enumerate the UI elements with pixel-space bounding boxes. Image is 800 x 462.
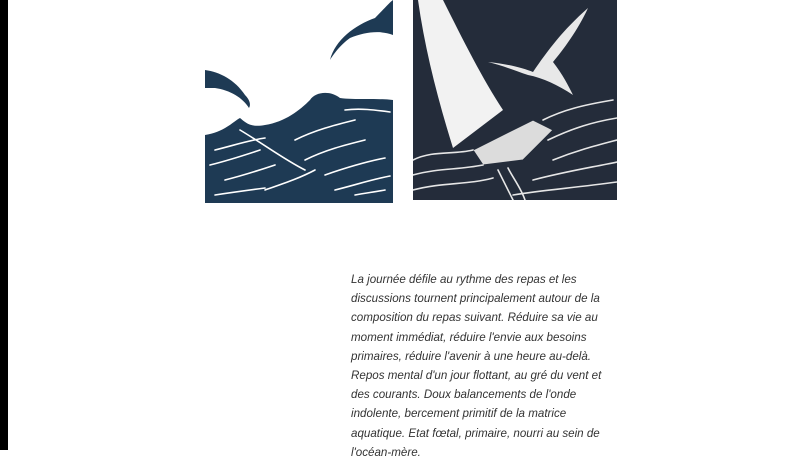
left-edge-bar (0, 0, 8, 450)
article-text-block (351, 270, 606, 462)
waves-birds-illustration (205, 0, 393, 203)
sailboat-storm-illustration (413, 0, 617, 200)
article-paragraph: La journée défile au rythme des repas et les discussions tournent principalement autour de la composition du repas suivant. Réduire sa vie au moment immédiat, réduire l'envie aux besoins primaires, réduire l'avenir à une heure au-delà. Repos mental d'un jour flottant, au gré du vent et des courants. Doux balancements de l'onde indolente, bercement primitif de la matrice aquatique. Etat fœtal, primaire, nourri au sein de l'océan-mère. (351, 273, 602, 459)
linocut-sailboat-image (413, 0, 617, 200)
linocut-waves-image (205, 0, 393, 203)
